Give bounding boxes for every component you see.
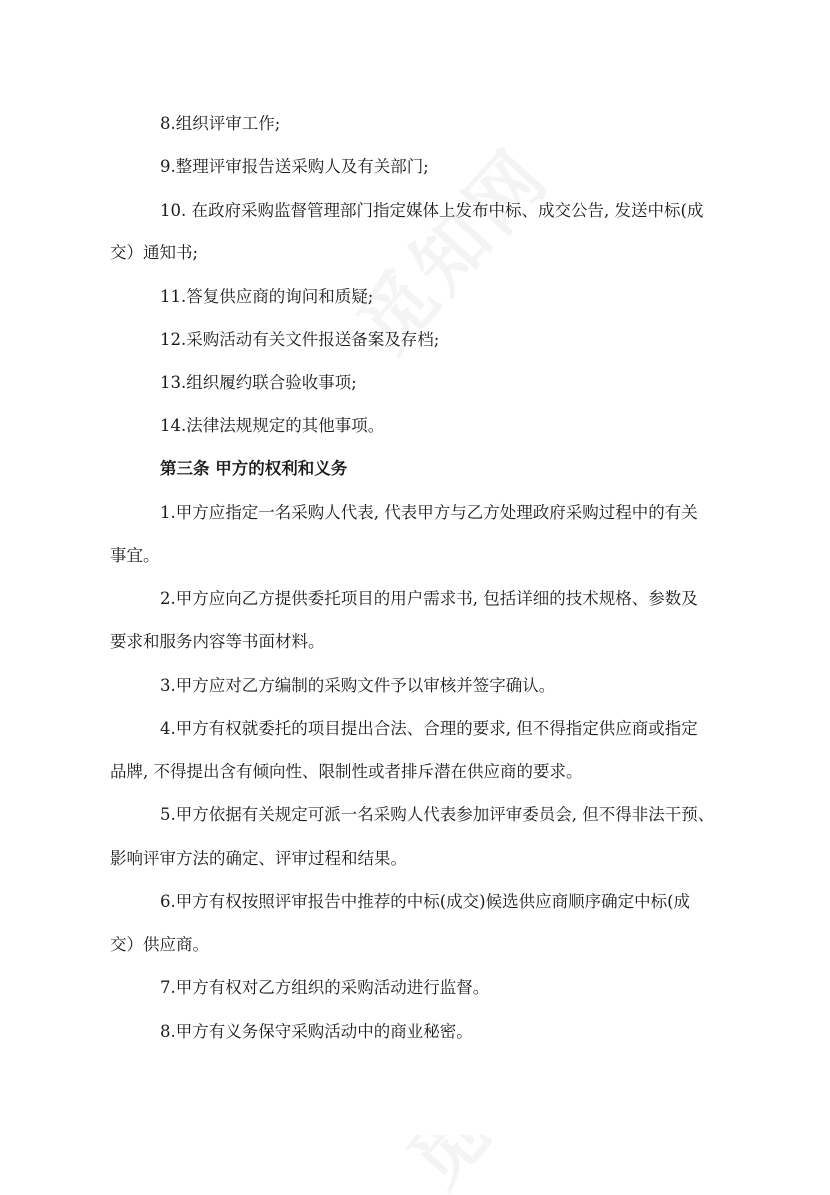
list-item: 14.法律法规规定的其他事项。 bbox=[160, 416, 385, 435]
list-item: 12.采购活动有关文件报送备案及存档; bbox=[160, 330, 440, 349]
paragraph-line: 品牌, 不得提出含有倾向性、限制性或者排斥潜在供应商的要求。 bbox=[110, 762, 583, 781]
paragraph-line: 7.甲方有权对乙方组织的采购活动进行监督。 bbox=[160, 978, 490, 997]
paragraph-line: 3.甲方应对乙方编制的采购文件予以审核并签字确认。 bbox=[160, 676, 556, 695]
list-item-continuation: 交）通知书; bbox=[110, 243, 199, 262]
paragraph-line: 8.甲方有义务保守采购活动中的商业秘密。 bbox=[160, 1022, 473, 1041]
paragraph-line: 影响评审方法的确定、评审过程和结果。 bbox=[110, 849, 407, 868]
paragraph-line: 6.甲方有权按照评审报告中推荐的中标(成交)候选供应商顺序确定中标(成 bbox=[160, 892, 691, 911]
paragraph-line: 事宜。 bbox=[110, 546, 160, 565]
paragraph-line: 2.甲方应向乙方提供委托项目的用户需求书, 包括详细的技术规格、参数及 bbox=[160, 589, 698, 608]
list-item: 13.组织履约联合验收事项; bbox=[160, 373, 357, 392]
paragraph-line: 要求和服务内容等书面材料。 bbox=[110, 632, 325, 651]
paragraph-line: 交）供应商。 bbox=[110, 935, 209, 954]
section-heading: 第三条 甲方的权利和义务 bbox=[160, 459, 348, 478]
paragraph-line: 1.甲方应指定一名采购人代表, 代表甲方与乙方处理政府采购过程中的有关 bbox=[160, 503, 698, 522]
list-item: 9.整理评审报告送采购人及有关部门; bbox=[160, 157, 429, 176]
paragraph-line: 5.甲方依据有关规定可派一名采购人代表参加评审委员会, 但不得非法干预、 bbox=[160, 805, 715, 824]
paragraph-line: 4.甲方有权就委托的项目提出合法、合理的要求, 但不得指定供应商或指定 bbox=[160, 719, 698, 738]
list-item: 10. 在政府采购监督管理部门指定媒体上发布中标、成交公告, 发送中标(成 bbox=[160, 201, 704, 220]
list-item: 8.组织评审工作; bbox=[160, 114, 281, 133]
list-item: 11.答复供应商的询问和质疑; bbox=[160, 287, 374, 306]
